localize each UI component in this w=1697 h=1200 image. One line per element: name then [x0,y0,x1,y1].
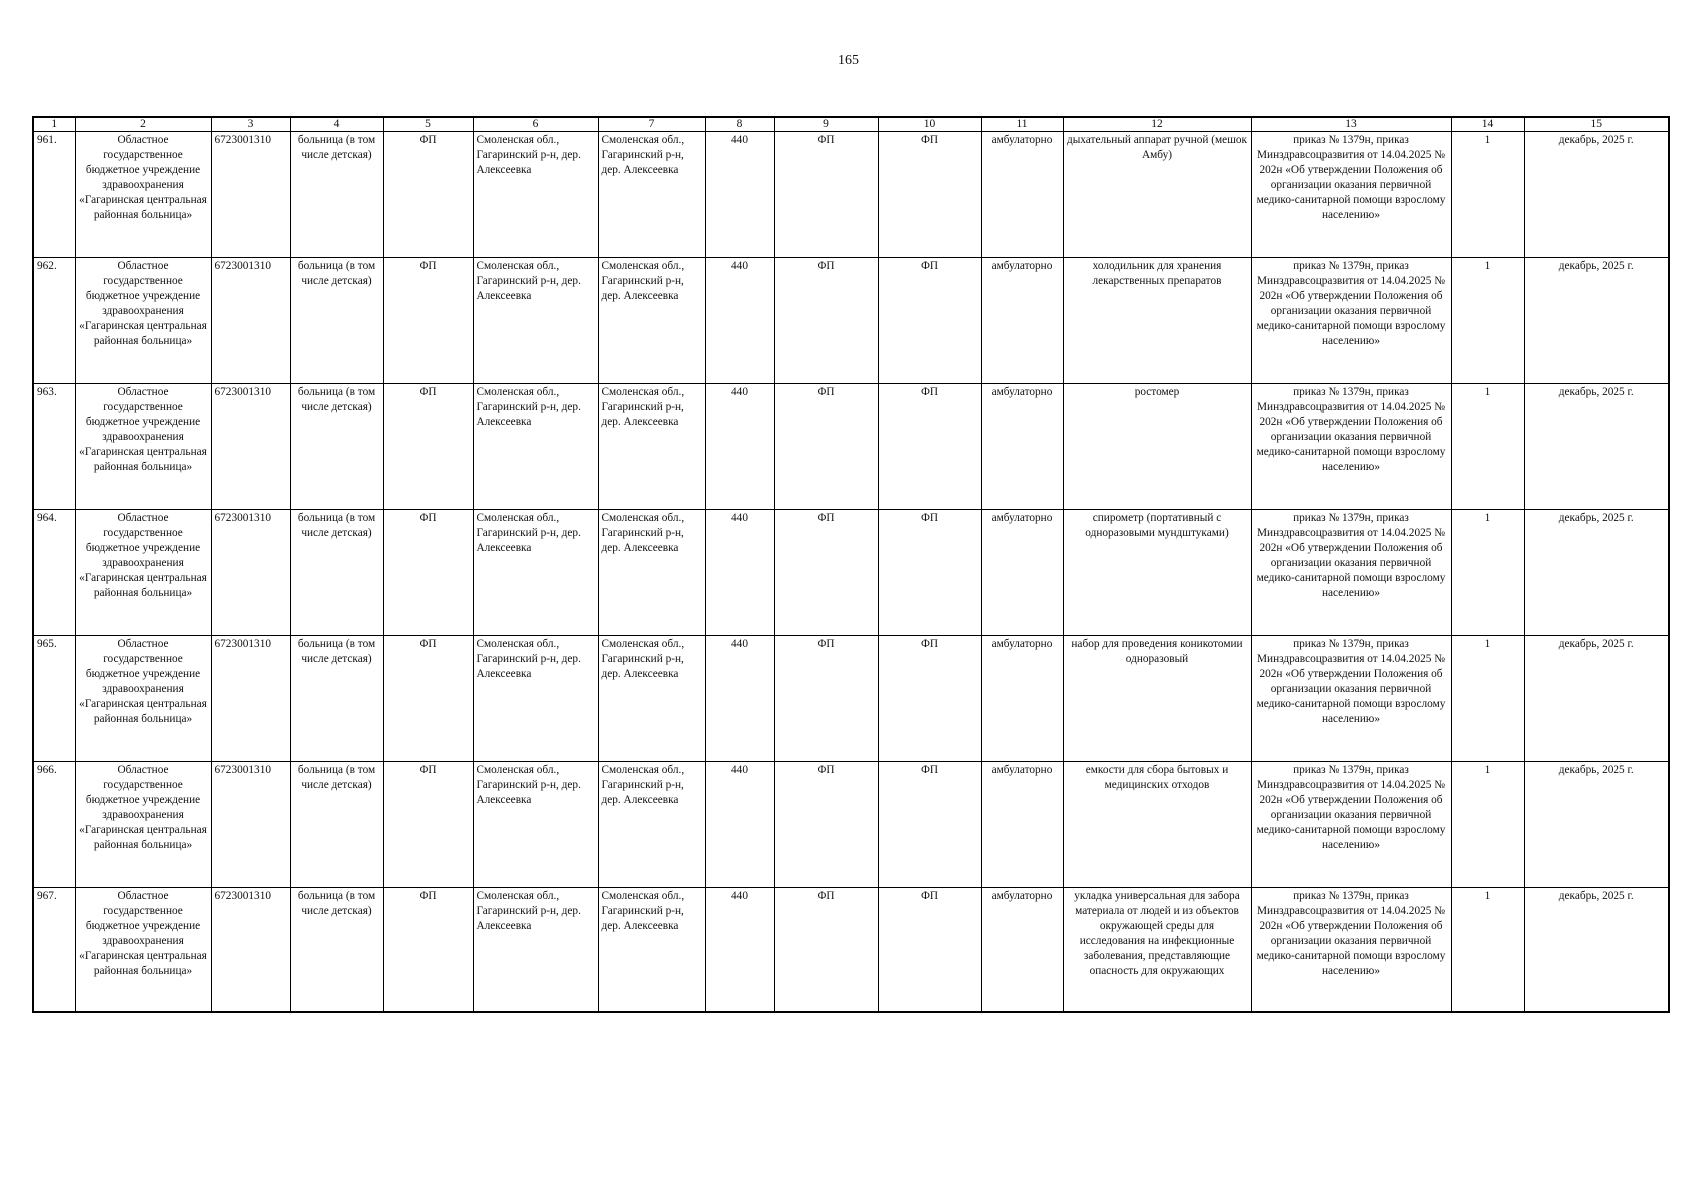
order-reference: приказ № 1379н, приказ Минздравсоцразвития от 14.04.2025 № 202н «Об утверждении Положения об организации оказания первичной медико-санитарной помощи взрослому населению» [1251,132,1451,258]
order-reference: приказ № 1379н, приказ Минздравсоцразвития от 14.04.2025 № 202н «Об утверждении Положения об организации оказания первичной медико-санитарной помощи взрослому населению» [1251,384,1451,510]
code-cell: 440 [705,888,774,1012]
row-number: 962. [33,258,75,384]
facility-type: больница (в том числе детская) [290,384,383,510]
equipment-name: ростомер [1063,384,1251,510]
facility-type: больница (в том числе детская) [290,636,383,762]
col9-cell: ФП [774,636,878,762]
unit-cell: ФП [383,762,473,888]
facility-type: больница (в том числе детская) [290,258,383,384]
quantity-cell: 1 [1451,888,1524,1012]
quantity-cell: 1 [1451,384,1524,510]
inn-cell: 6723001310 [211,762,290,888]
address-cell: Смоленская обл., Гагаринский р-н, дер. Алексеевка [473,258,598,384]
care-mode: амбулаторно [981,258,1063,384]
inn-cell: 6723001310 [211,510,290,636]
date-cell: декабрь, 2025 г. [1524,132,1669,258]
quantity-cell: 1 [1451,762,1524,888]
col9-cell: ФП [774,258,878,384]
care-mode: амбулаторно [981,132,1063,258]
code-cell: 440 [705,132,774,258]
order-reference: приказ № 1379н, приказ Минздравсоцразвития от 14.04.2025 № 202н «Об утверждении Положения об организации оказания первичной медико-санитарной помощи взрослому населению» [1251,636,1451,762]
inn-cell: 6723001310 [211,258,290,384]
quantity-cell: 1 [1451,132,1524,258]
table-row [33,636,1669,762]
care-mode: амбулаторно [981,636,1063,762]
date-cell: декабрь, 2025 г. [1524,888,1669,1012]
col-header: 13 [1251,117,1451,132]
col-header: 10 [878,117,981,132]
col-header: 12 [1063,117,1251,132]
care-mode: амбулаторно [981,888,1063,1012]
order-reference: приказ № 1379н, приказ Минздравсоцразвития от 14.04.2025 № 202н «Об утверждении Положения об организации оказания первичной медико-санитарной помощи взрослому населению» [1251,762,1451,888]
unit-cell: ФП [383,132,473,258]
col-header: 6 [473,117,598,132]
col-header: 2 [75,117,211,132]
page-number: 165 [838,53,859,68]
quantity-cell: 1 [1451,510,1524,636]
date-cell: декабрь, 2025 г. [1524,762,1669,888]
date-cell: декабрь, 2025 г. [1524,636,1669,762]
col10-cell: ФП [878,888,981,1012]
column-number-row [33,117,1669,132]
address-cell: Смоленская обл., Гагаринский р-н, дер. Алексеевка [473,636,598,762]
organization-name: Областное государственное бюджетное учреждение здравоохранения «Гагаринская центральная районная больница» [75,384,211,510]
code-cell: 440 [705,258,774,384]
col-header: 8 [705,117,774,132]
quantity-cell: 1 [1451,258,1524,384]
code-cell: 440 [705,636,774,762]
order-reference: приказ № 1379н, приказ Минздравсоцразвития от 14.04.2025 № 202н «Об утверждении Положения об организации оказания первичной медико-санитарной помощи взрослому населению» [1251,888,1451,1012]
address-cell: Смоленская обл., Гагаринский р-н, дер. Алексеевка [473,762,598,888]
inn-cell: 6723001310 [211,636,290,762]
care-mode: амбулаторно [981,384,1063,510]
inn-cell: 6723001310 [211,888,290,1012]
table-row [33,132,1669,258]
col10-cell: ФП [878,762,981,888]
address-cell-2: Смоленская обл., Гагаринский р-н, дер. Алексеевка [598,888,705,1012]
col10-cell: ФП [878,258,981,384]
row-number: 963. [33,384,75,510]
inn-cell: 6723001310 [211,132,290,258]
unit-cell: ФП [383,888,473,1012]
order-reference: приказ № 1379н, приказ Минздравсоцразвития от 14.04.2025 № 202н «Об утверждении Положения об организации оказания первичной медико-санитарной помощи взрослому населению» [1251,510,1451,636]
address-cell-2: Смоленская обл., Гагаринский р-н, дер. Алексеевка [598,258,705,384]
col-header: 7 [598,117,705,132]
col-header: 9 [774,117,878,132]
equipment-name: укладка универсальная для забора материала от людей и из объектов окружающей среды для исследования на инфекционные заболевания, представляющие опасность для окружающих [1063,888,1251,1012]
equipment-name: дыхательный аппарат ручной (мешок Амбу) [1063,132,1251,258]
date-cell: декабрь, 2025 г. [1524,510,1669,636]
col-header: 1 [33,117,75,132]
col9-cell: ФП [774,762,878,888]
address-cell: Смоленская обл., Гагаринский р-н, дер. Алексеевка [473,384,598,510]
unit-cell: ФП [383,636,473,762]
equipment-table [32,116,1670,1013]
date-cell: декабрь, 2025 г. [1524,384,1669,510]
address-cell-2: Смоленская обл., Гагаринский р-н, дер. Алексеевка [598,384,705,510]
col-header: 11 [981,117,1063,132]
col-header: 3 [211,117,290,132]
facility-type: больница (в том числе детская) [290,762,383,888]
col10-cell: ФП [878,384,981,510]
inn-cell: 6723001310 [211,384,290,510]
table-row [33,384,1669,510]
organization-name: Областное государственное бюджетное учреждение здравоохранения «Гагаринская центральная районная больница» [75,132,211,258]
table-row [33,510,1669,636]
address-cell-2: Смоленская обл., Гагаринский р-н, дер. Алексеевка [598,132,705,258]
col10-cell: ФП [878,510,981,636]
row-number: 965. [33,636,75,762]
unit-cell: ФП [383,510,473,636]
equipment-name: емкости для сбора бытовых и медицинских отходов [1063,762,1251,888]
code-cell: 440 [705,762,774,888]
equipment-name: холодильник для хранения лекарственных препаратов [1063,258,1251,384]
address-cell-2: Смоленская обл., Гагаринский р-н, дер. Алексеевка [598,510,705,636]
row-number: 961. [33,132,75,258]
col-header: 15 [1524,117,1669,132]
unit-cell: ФП [383,384,473,510]
facility-type: больница (в том числе детская) [290,510,383,636]
col9-cell: ФП [774,888,878,1012]
order-reference: приказ № 1379н, приказ Минздравсоцразвития от 14.04.2025 № 202н «Об утверждении Положения об организации оказания первичной медико-санитарной помощи взрослому населению» [1251,258,1451,384]
address-cell: Смоленская обл., Гагаринский р-н, дер. Алексеевка [473,888,598,1012]
care-mode: амбулаторно [981,762,1063,888]
row-number: 967. [33,888,75,1012]
col-header: 5 [383,117,473,132]
col10-cell: ФП [878,132,981,258]
code-cell: 440 [705,384,774,510]
col10-cell: ФП [878,636,981,762]
date-cell: декабрь, 2025 г. [1524,258,1669,384]
col9-cell: ФП [774,132,878,258]
quantity-cell: 1 [1451,636,1524,762]
facility-type: больница (в том числе детская) [290,132,383,258]
organization-name: Областное государственное бюджетное учреждение здравоохранения «Гагаринская центральная районная больница» [75,888,211,1012]
address-cell: Смоленская обл., Гагаринский р-н, дер. Алексеевка [473,510,598,636]
organization-name: Областное государственное бюджетное учреждение здравоохранения «Гагаринская центральная районная больница» [75,762,211,888]
row-number: 966. [33,762,75,888]
unit-cell: ФП [383,258,473,384]
code-cell: 440 [705,510,774,636]
equipment-name: набор для проведения коникотомии одноразовый [1063,636,1251,762]
address-cell-2: Смоленская обл., Гагаринский р-н, дер. Алексеевка [598,762,705,888]
row-number: 964. [33,510,75,636]
table-row [33,888,1669,1012]
col-header: 14 [1451,117,1524,132]
care-mode: амбулаторно [981,510,1063,636]
address-cell-2: Смоленская обл., Гагаринский р-н, дер. Алексеевка [598,636,705,762]
table-row [33,762,1669,888]
col9-cell: ФП [774,384,878,510]
equipment-name: спирометр (портативный с одноразовыми мундштуками) [1063,510,1251,636]
table-row [33,258,1669,384]
address-cell: Смоленская обл., Гагаринский р-н, дер. Алексеевка [473,132,598,258]
col9-cell: ФП [774,510,878,636]
col-header: 4 [290,117,383,132]
organization-name: Областное государственное бюджетное учреждение здравоохранения «Гагаринская центральная районная больница» [75,258,211,384]
organization-name: Областное государственное бюджетное учреждение здравоохранения «Гагаринская центральная районная больница» [75,510,211,636]
organization-name: Областное государственное бюджетное учреждение здравоохранения «Гагаринская центральная районная больница» [75,636,211,762]
facility-type: больница (в том числе детская) [290,888,383,1012]
